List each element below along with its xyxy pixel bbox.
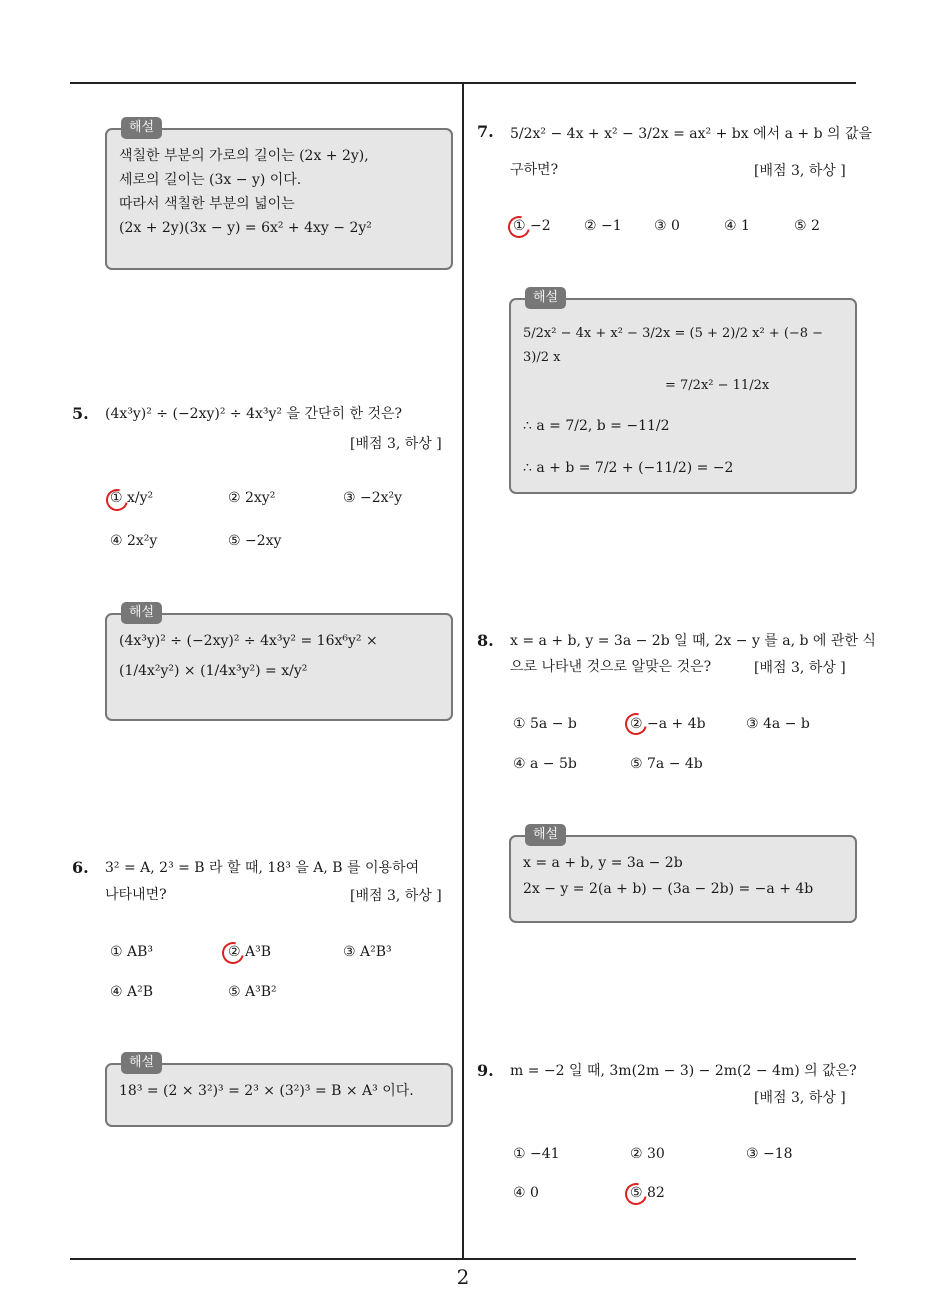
expl-line: ∴ a + b = 7/2 + (−11/2) = −2 (523, 460, 734, 476)
option-3[interactable]: ③ −18 (746, 1146, 793, 1162)
bottom-rule (70, 1258, 856, 1260)
option-4[interactable]: ④ A²B (110, 984, 154, 1000)
option-3[interactable]: ③ 4a − b (746, 716, 810, 732)
question-number: 6. (72, 858, 89, 877)
explanation-box-q5 (105, 605, 453, 721)
expl-line: x = a + b, y = 3a − 2b (523, 855, 683, 871)
question-rating: [배점 3, 하상 ] (754, 660, 846, 676)
question-number: 9. (477, 1061, 494, 1080)
question-text: 구하면? (510, 162, 559, 178)
option-1[interactable]: ① x/y² (110, 490, 154, 506)
question-text: 나타내면? (105, 887, 167, 903)
explanation-box-q8 (509, 827, 857, 923)
explanation-box-q7 (509, 290, 857, 494)
question-text: 5/2x² − 4x + x² − 3/2x = ax² + bx 에서 a + b 의 값을 (510, 126, 873, 142)
answer-mark (621, 1179, 651, 1209)
option-2[interactable]: ② A³B (228, 944, 272, 960)
option-5[interactable]: ⑤ 7a − 4b (630, 756, 703, 772)
option-3[interactable]: ③ 0 (654, 218, 680, 234)
question-number: 8. (477, 631, 494, 650)
question-number: 5. (72, 404, 89, 423)
option-1[interactable]: ① −41 (513, 1146, 560, 1162)
explanation-box-q4 (105, 120, 453, 270)
option-4[interactable]: ④ 2x²y (110, 533, 158, 549)
option-3[interactable]: ③ A²B³ (343, 944, 392, 960)
question-rating: [배점 3, 하상 ] (754, 163, 846, 179)
expl-line: 따라서 색칠한 부분의 넓이는 (119, 196, 295, 212)
question-rating: [배점 3, 하상 ] (350, 436, 442, 452)
option-1[interactable]: ① −2 (513, 218, 551, 234)
question-rating: [배점 3, 하상 ] (350, 888, 442, 904)
answer-mark (504, 212, 534, 242)
question-text: (4x³y)² ÷ (−2xy)² ÷ 4x³y² 을 간단히 한 것은? (105, 406, 403, 422)
explanation-tag: 해설 (121, 602, 162, 624)
expl-line: ∴ a = 7/2, b = −11/2 (523, 418, 670, 434)
option-4[interactable]: ④ 1 (724, 218, 750, 234)
option-1[interactable]: ① AB³ (110, 944, 154, 960)
explanation-tag: 해설 (525, 287, 566, 309)
option-5[interactable]: ⑤ −2xy (228, 533, 282, 549)
question-number: 7. (477, 122, 494, 141)
option-2[interactable]: ② −a + 4b (630, 716, 706, 732)
question-text: 3² = A, 2³ = B 라 할 때, 18³ 을 A, B 를 이용하여 (105, 860, 420, 876)
explanation-tag: 해설 (121, 1052, 162, 1074)
page-number: 2 (456, 1265, 470, 1289)
option-5[interactable]: ⑤ A³B² (228, 984, 277, 1000)
option-2[interactable]: ② 30 (630, 1146, 665, 1162)
option-5[interactable]: ⑤ 2 (794, 218, 820, 234)
answer-mark (218, 938, 248, 968)
option-2[interactable]: ② −1 (584, 218, 622, 234)
explanation-tag: 해설 (525, 824, 566, 846)
option-4[interactable]: ④ a − 5b (513, 756, 577, 772)
option-4[interactable]: ④ 0 (513, 1185, 539, 1201)
explanation-box-q6 (105, 1055, 453, 1127)
expl-line: (2x + 2y)(3x − y) = 6x² + 4xy − 2y² (119, 220, 372, 236)
option-1[interactable]: ① 5a − b (513, 716, 577, 732)
option-2[interactable]: ② 2xy² (228, 490, 276, 506)
expl-line: = 7/2x² − 11/2x (665, 378, 770, 393)
expl-line: 세로의 길이는 (3x − y) 이다. (119, 172, 302, 188)
option-5[interactable]: ⑤ 82 (630, 1185, 665, 1201)
expl-line: 색칠한 부분의 가로의 길이는 (2x + 2y), (119, 148, 369, 164)
question-text: x = a + b, y = 3a − 2b 일 때, 2x − y 를 a, b 에 관한 식 (510, 633, 876, 649)
question-text: 으로 나타낸 것으로 알맞은 것은? (510, 659, 712, 675)
question-rating: [배점 3, 하상 ] (754, 1090, 846, 1106)
expl-line: 5/2x² − 4x + x² − 3/2x = (5 + 2)/2 x² + (−8 − 3)/2 x (523, 326, 824, 365)
expl-line: (4x³y)² ÷ (−2xy)² ÷ 4x³y² = 16x⁶y² × (119, 633, 378, 649)
answer-mark (621, 709, 651, 739)
column-divider (462, 83, 464, 1258)
expl-line: 2x − y = 2(a + b) − (3a − 2b) = −a + 4b (523, 881, 814, 897)
expl-line: (1/4x²y²) × (1/4x³y²) = x/y² (119, 663, 308, 679)
expl-line: 18³ = (2 × 3²)³ = 2³ × (3²)³ = B × A³ 이다. (119, 1083, 414, 1099)
option-3[interactable]: ③ −2x²y (343, 490, 403, 506)
question-text: m = −2 일 때, 3m(2m − 3) − 2m(2 − 4m) 의 값은? (510, 1063, 857, 1079)
explanation-tag: 해설 (121, 117, 162, 139)
